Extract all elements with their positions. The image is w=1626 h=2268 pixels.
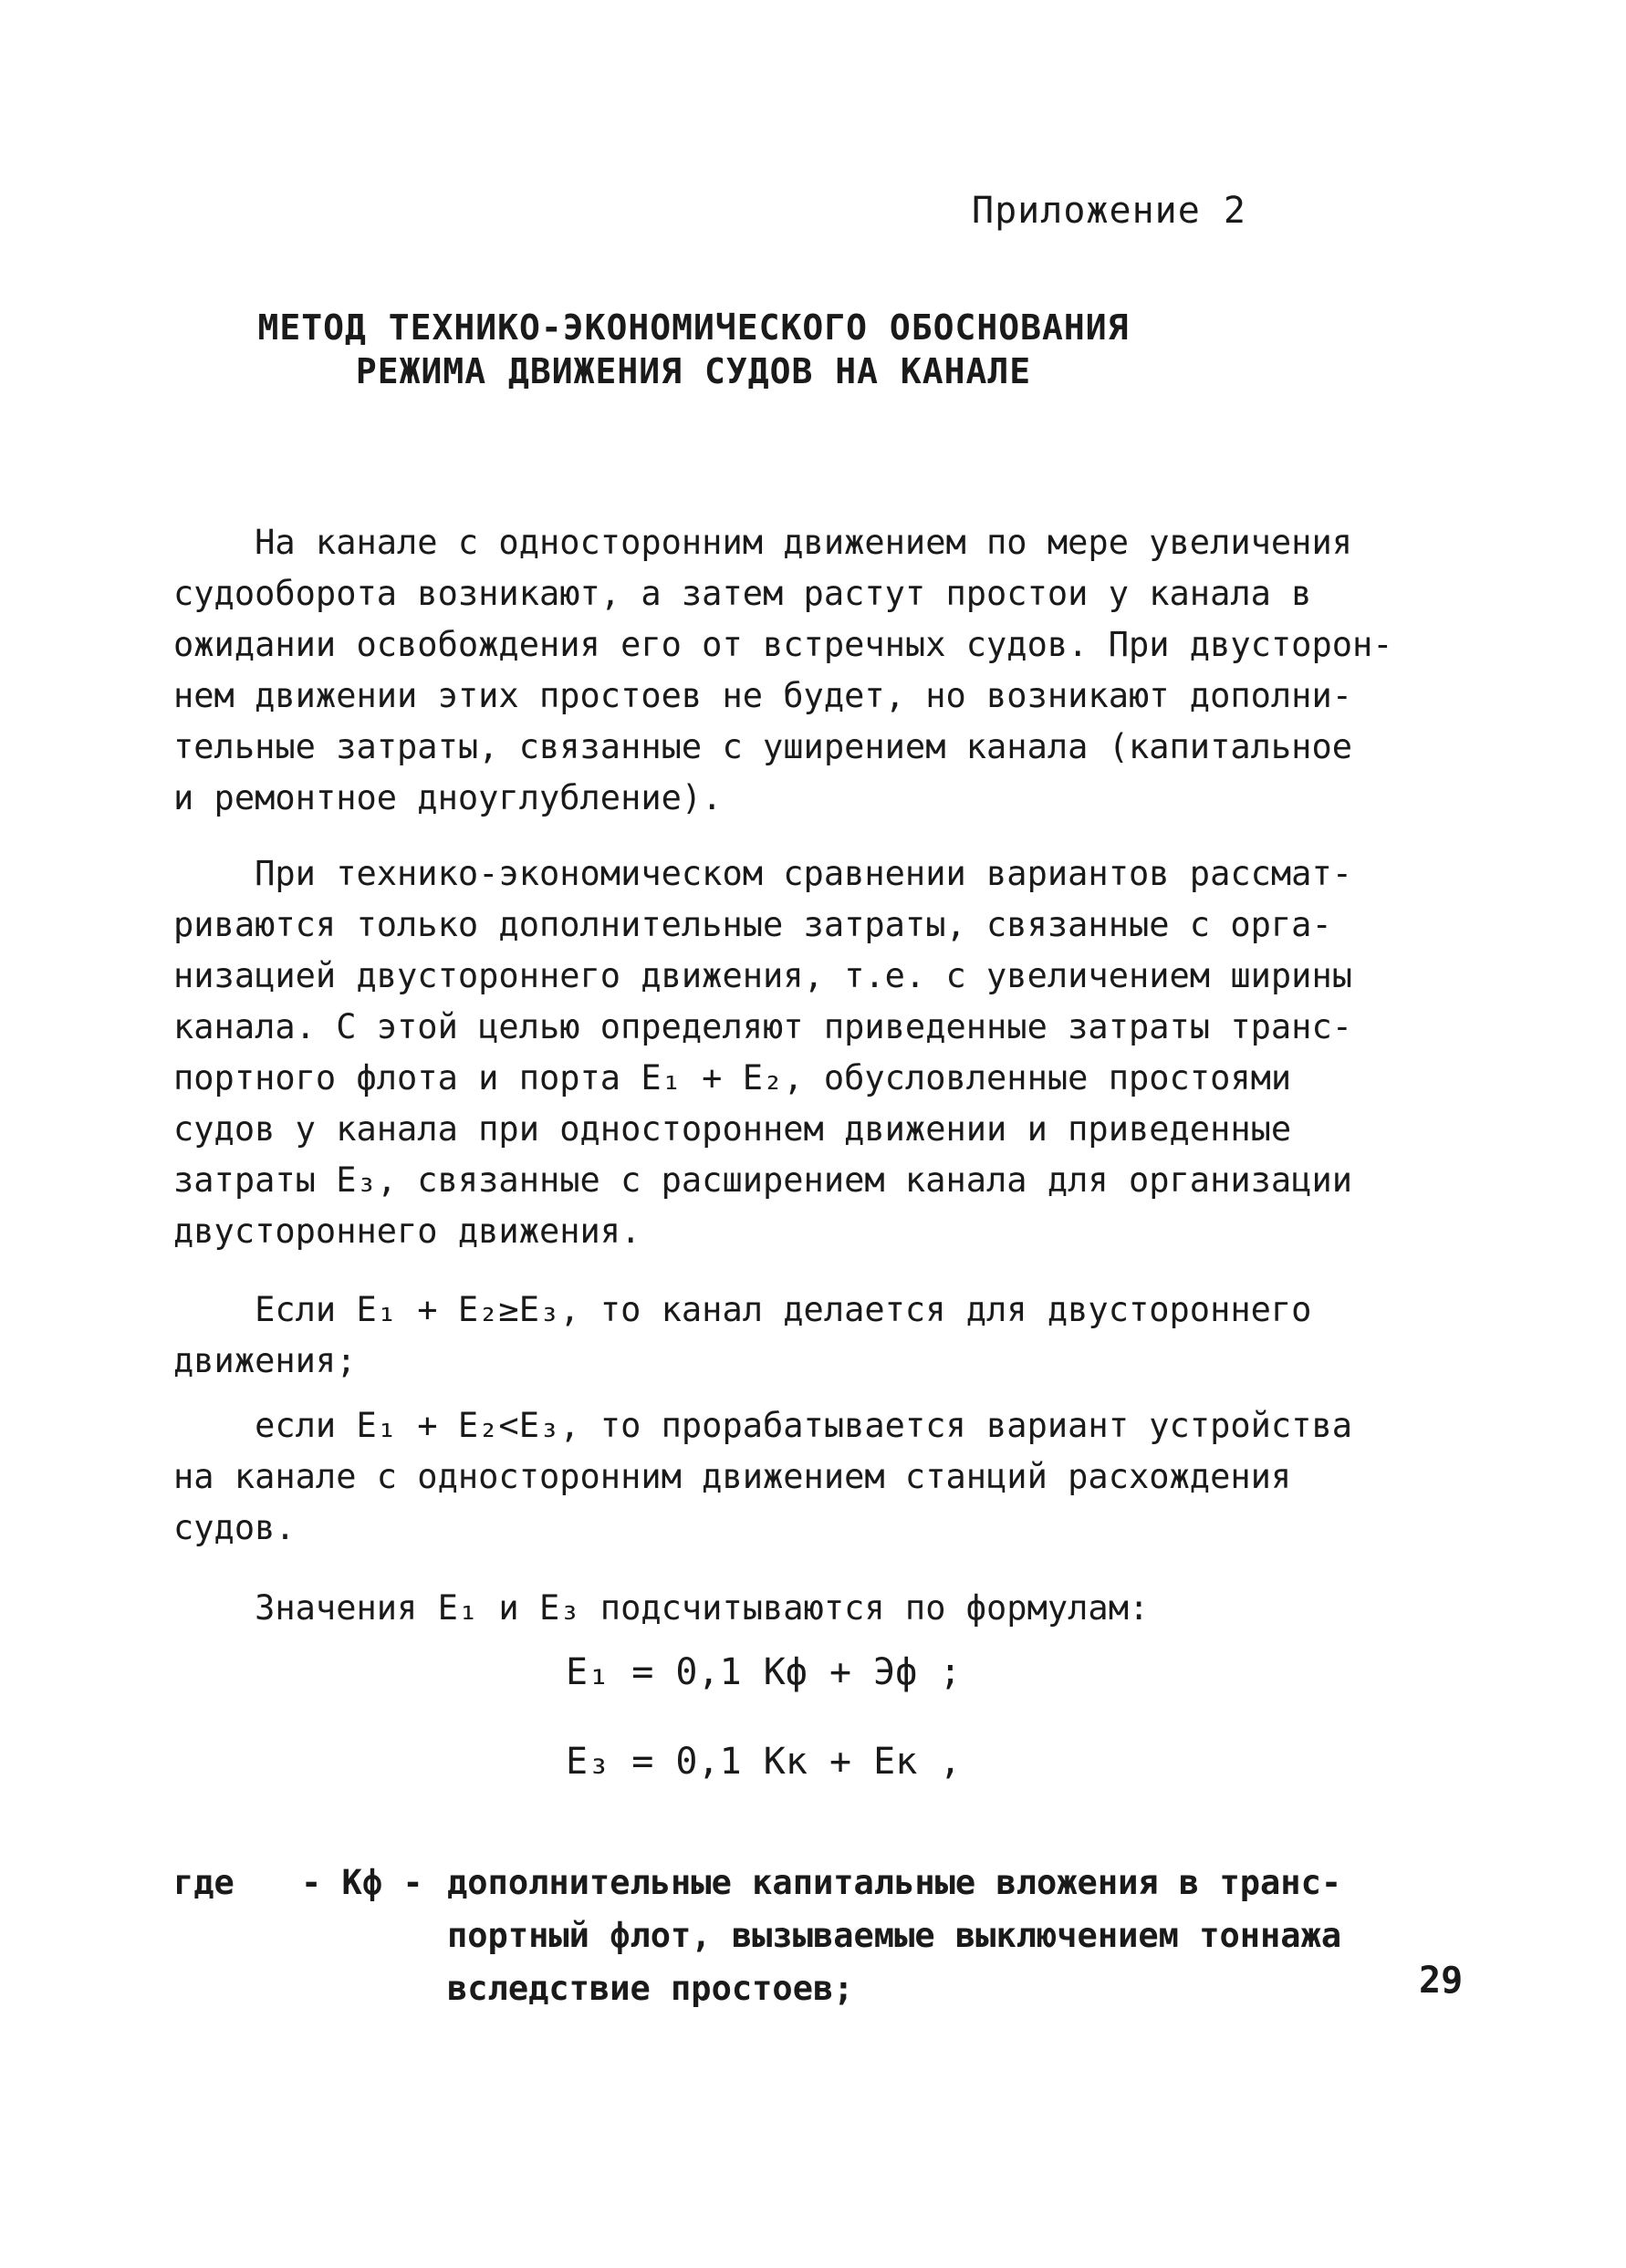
formula-e1: Е₁ = 0,1 Кф + Эф ;	[566, 1651, 962, 1693]
definition-where: где	[173, 1863, 235, 1902]
paragraph-3: Если Е₁ + Е₂≥Е₃, то канал делается для двустороннего движения;	[173, 1290, 1312, 1380]
document-title	[255, 306, 1131, 393]
definition-text: дополнительные капитальные вложения в транс- портный флот, вызываемые выключением тоннажа вследствие простоев;	[447, 1863, 1342, 2008]
title-line-1: МЕТОД ТЕХНИКО-ЭКОНОМИЧЕСКОГО ОБОСНОВАНИЯ	[257, 307, 1130, 348]
page-number: 29	[1419, 1960, 1464, 2002]
paragraph-4: если Е₁ + Е₂<Е₃, то прорабатывается вариант устройства на канале с односторонним движением станций расхождения судов.	[173, 1406, 1353, 1547]
paragraph-1: На канале с односторонним движением по мере увеличения судооборота возникают, а затем растут простои у канала в ожидании освобождения его от встречных судов. При двусторон- нем движении этих простоев не будет, но возникают дополни- тельные затраты, связанные с уширением канала (капитальное и ремонтное дноуглубление).	[173, 523, 1393, 817]
title-line-2: РЕЖИМА ДВИЖЕНИЯ СУДОВ НА КАНАЛЕ	[355, 351, 1032, 391]
paragraph-5: Значения Е₁ и Е₃ подсчитываются по формулам:	[173, 1588, 1150, 1628]
paragraph-2: При технико-экономическом сравнении вариантов рассмат- риваются только дополнительные затраты, связанные с орга- низацией двустороннего движения, т.е. с увеличением ширины канала. С этой целью определяют приведенные затраты транс- портного флота и порта Е₁ + Е₂, обусловленные простоями судов у канала при одностороннем движении и приведенные затраты Е₃, связанные с расширением канала для организации двустороннего движения.	[173, 854, 1353, 1251]
formula-e3: Е₃ = 0,1 Кк + Ек ,	[566, 1741, 962, 1783]
definition-symbol: - Кф -	[301, 1863, 423, 1902]
appendix-label: Приложение 2	[972, 190, 1246, 232]
